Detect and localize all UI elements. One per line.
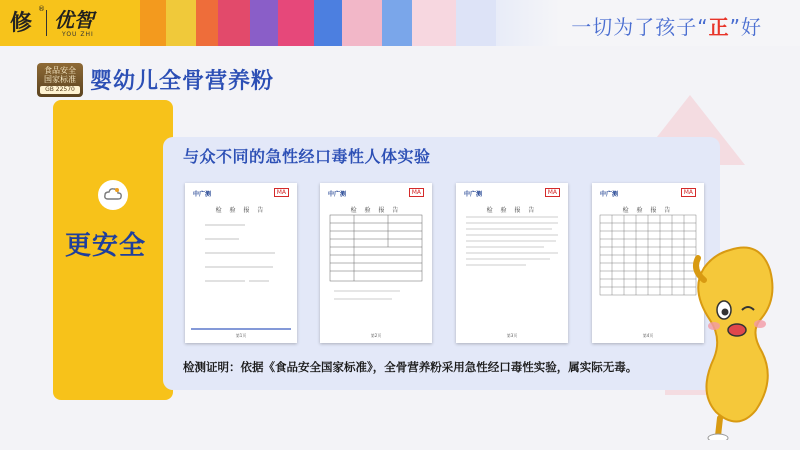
side-panel xyxy=(53,100,173,400)
card-heading: 与众不同的急性经口毒性人体实验 xyxy=(183,147,431,166)
brand-logo xyxy=(0,0,140,46)
report-title: 检 验 报 告 xyxy=(622,207,674,214)
content-card xyxy=(163,137,720,390)
cma-mark: MA xyxy=(545,188,560,197)
test-report-page-1 xyxy=(185,183,297,343)
logo-divider xyxy=(46,10,47,36)
slogan xyxy=(571,11,762,40)
cloud-icon xyxy=(103,185,123,205)
badge-line1: 食品安全 xyxy=(44,66,76,75)
top-banner xyxy=(0,0,800,46)
cma-mark: MA xyxy=(274,188,289,197)
report-title: 检 验 报 告 xyxy=(215,207,267,214)
report-logo: 中广测 xyxy=(464,191,483,198)
page-title: 婴幼儿全骨营养粉 xyxy=(90,69,275,94)
badge-line2: 国家标准 xyxy=(44,75,76,84)
side-label: 更安全 xyxy=(65,231,147,261)
test-report-page-3 xyxy=(456,183,568,343)
badge-line3: GB 22570 xyxy=(40,86,80,94)
page-number: 第4页 xyxy=(642,333,654,338)
slogan-pre: 一切为了孩子“ xyxy=(571,15,709,39)
slogan-emphasis: 正 xyxy=(708,15,730,39)
report-body xyxy=(185,183,297,343)
report-grid xyxy=(592,183,704,343)
test-report-page-4 xyxy=(592,183,704,343)
report-title: 检 验 报 告 xyxy=(486,207,538,214)
safety-badge xyxy=(98,180,128,210)
report-text xyxy=(456,183,568,343)
page-number: 第1页 xyxy=(235,333,247,338)
report-table xyxy=(320,183,432,343)
page-number: 第3页 xyxy=(506,333,518,338)
slogan-post: ”好 xyxy=(729,15,762,39)
card-footnote: 检测证明：依据《食品安全国家标准》，全骨营养粉采用急性经口毒性实验，属实际无毒。 xyxy=(183,360,638,374)
report-logo: 中广测 xyxy=(328,191,347,198)
brand-pinyin: YOU ZHI xyxy=(62,31,94,38)
test-report-page-2 xyxy=(320,183,432,343)
page-number: 第2页 xyxy=(370,333,382,338)
peanut-mascot-icon xyxy=(690,240,790,440)
report-title: 检 验 报 告 xyxy=(350,207,402,214)
registered-mark: ® xyxy=(38,5,45,13)
report-logo: 中广测 xyxy=(600,191,619,198)
national-standard-badge xyxy=(37,63,83,97)
brand-name: 优智 xyxy=(54,8,94,32)
report-logo: 中广测 xyxy=(193,191,212,198)
brand-mark: 修 xyxy=(10,10,33,36)
cma-mark: MA xyxy=(681,188,696,197)
cma-mark: MA xyxy=(409,188,424,197)
